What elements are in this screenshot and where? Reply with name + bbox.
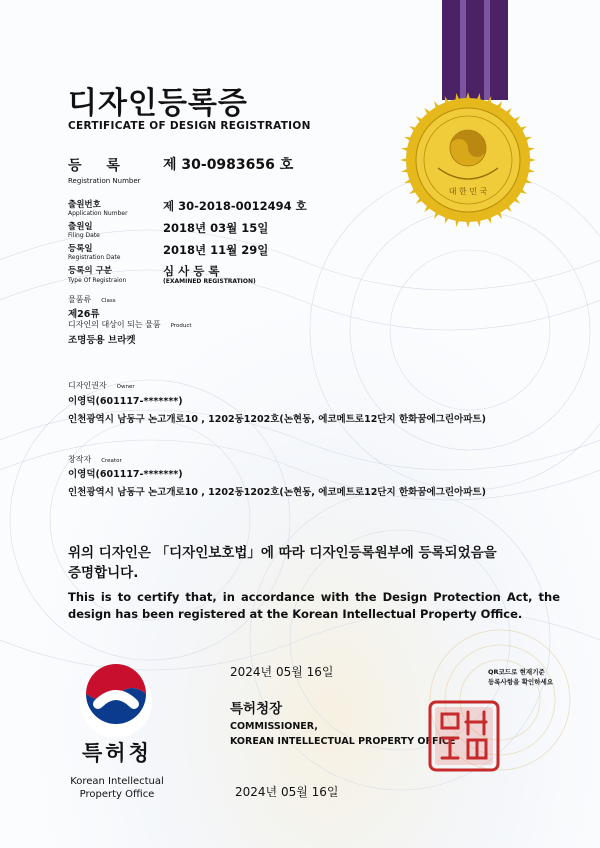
registration-type-label: 등록의 구분 <box>68 266 113 276</box>
registration-type-label-en: Type Of Registraion <box>68 277 127 284</box>
filing-date-value: 2018년 03월 15일 <box>163 221 269 235</box>
commissioner-en: COMMISSIONER, KOREAN INTELLECTUAL PROPERTY OFFICE <box>230 721 456 747</box>
official-stamp-icon <box>428 700 500 772</box>
filing-date-label: 출원일 <box>68 222 93 232</box>
footer-date: 2024년 05월 16일 <box>235 785 339 799</box>
gold-seal-icon <box>398 90 538 230</box>
certification-statement-en: This is to certify that, in accordance with the Design Protection Act, the design has been registered at the Korean Intellectual Property Office. <box>68 590 560 621</box>
page-subtitle: CERTIFICATE OF DESIGN REGISTRATION <box>68 120 311 132</box>
class-label: 물품류 Class <box>68 295 116 304</box>
owner-name: 이영덕(601117-*******) <box>68 396 183 407</box>
registration-label-en: Registration Number <box>68 177 141 185</box>
creator-address: 인천광역시 남동구 논고개로10 , 1202동1202호(논현동, 에코메트로12단지 한화꿈에그린아파트) <box>68 487 486 498</box>
owner-address: 인천광역시 남동구 논고개로10 , 1202동1202호(논현동, 에코메트로12단지 한화꿈에그린아파트) <box>68 414 486 425</box>
kipo-name-ko: 특허청 <box>82 741 152 765</box>
registration-label: 등 록 <box>68 158 130 174</box>
commissioner-title: 특허청장 <box>230 701 283 717</box>
application-number-value: 제 30-2018-0012494 호 <box>163 199 307 213</box>
certification-statement-ko: 위의 디자인은 「디자인보호법」에 따라 디자인등록원부에 등록되었음을 증명합니다. <box>68 545 497 581</box>
owner-label: 디자인권자 Owner <box>68 381 135 390</box>
application-number-label-en: Application Number <box>68 210 128 217</box>
creator-name: 이영덕(601117-*******) <box>68 469 183 480</box>
application-number-label: 출원번호 <box>68 200 101 210</box>
registration-type-value-en: (EXAMINED REGISTRATION) <box>163 278 256 285</box>
registration-date-label-en: Registration Date <box>68 254 121 261</box>
kipo-name-en: Korean Intellectual Property Office <box>70 776 164 800</box>
kipo-emblem-icon <box>78 664 154 740</box>
registration-number: 제 30-0983656 호 <box>163 157 294 173</box>
product-label: 디자인의 대상이 되는 물품 Product <box>68 320 192 329</box>
registration-type-value: 심 사 등 록 <box>163 264 220 278</box>
seal-text: 대 한 민 국 <box>448 187 488 196</box>
page-title: 디자인등록증 <box>68 86 248 121</box>
qr-note: QR코드로 현재기준 등록사항을 확인하세요 <box>488 668 554 686</box>
registration-date-label: 등록일 <box>68 244 93 254</box>
filing-date-label-en: Filing Date <box>68 232 100 239</box>
creator-label: 창작자 Creator <box>68 455 122 464</box>
issue-date: 2024년 05월 16일 <box>230 665 334 679</box>
class-value: 제26류 <box>68 309 100 320</box>
product-value: 조명등용 브라켓 <box>68 335 136 346</box>
registration-date-value: 2018년 11월 29일 <box>163 243 269 257</box>
